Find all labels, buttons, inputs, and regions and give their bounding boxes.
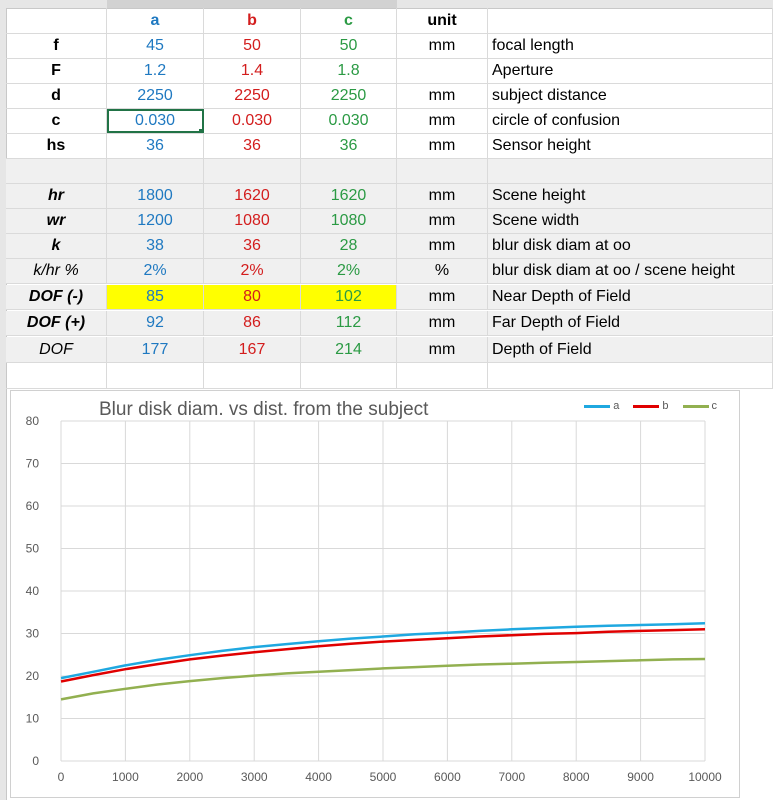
cell-label[interactable]: [6, 159, 107, 183]
cell-c[interactable]: 36: [301, 134, 397, 158]
legend-item-a: [584, 400, 619, 412]
cell-b[interactable]: 167: [204, 337, 301, 362]
empty-cell[interactable]: [204, 362, 301, 388]
cell-label[interactable]: wr: [6, 209, 107, 233]
cell-a[interactable]: [107, 159, 204, 183]
cell-c[interactable]: 0.030: [301, 109, 397, 133]
table-row: [6, 34, 773, 59]
cell-c[interactable]: 214: [301, 337, 397, 362]
cell-c[interactable]: 28: [301, 234, 397, 258]
cell-desc[interactable]: blur disk diam at oo / scene height: [488, 259, 773, 283]
cell-label[interactable]: c: [6, 109, 107, 133]
cell-a[interactable]: 0.030: [107, 109, 204, 133]
legend-swatch-a: [584, 405, 610, 408]
chart-plot-area: [11, 391, 739, 797]
cell-a[interactable]: 2%: [107, 259, 204, 283]
table-row: [6, 337, 773, 363]
table-row: [6, 285, 773, 310]
cell-a[interactable]: 1200: [107, 209, 204, 233]
y-tick-label: 60: [25, 499, 39, 513]
x-tick-label: 4000: [305, 770, 332, 784]
cell-unit[interactable]: mm: [397, 209, 488, 233]
cell-unit[interactable]: [397, 159, 488, 183]
y-tick-label: 0: [32, 754, 39, 768]
cell-b[interactable]: 2250: [204, 84, 301, 108]
empty-cell[interactable]: [6, 362, 107, 388]
cell-desc[interactable]: subject distance: [488, 84, 773, 108]
cell-a[interactable]: 177: [107, 337, 204, 362]
cell-unit[interactable]: mm: [397, 285, 488, 309]
table-row: [6, 184, 773, 209]
cell-unit[interactable]: %: [397, 259, 488, 283]
empty-cell[interactable]: [488, 362, 773, 388]
header-a[interactable]: a: [107, 8, 204, 33]
chart-title: Blur disk diam. vs dist. from the subject: [99, 399, 429, 420]
y-tick-label: 50: [25, 541, 39, 556]
cell-unit[interactable]: mm: [397, 109, 488, 133]
cell-label[interactable]: k/hr %: [6, 259, 107, 283]
header-label-cell[interactable]: [6, 8, 107, 33]
y-tick-label: 40: [25, 584, 39, 598]
cell-c[interactable]: 102: [301, 285, 397, 309]
cell-c[interactable]: 2250: [301, 84, 397, 108]
table-row: [6, 311, 773, 336]
cell-b[interactable]: 1080: [204, 209, 301, 233]
cell-desc[interactable]: focal length: [488, 34, 773, 58]
cell-b[interactable]: 36: [204, 134, 301, 158]
cell-desc[interactable]: circle of confusion: [488, 109, 773, 133]
cell-desc[interactable]: Scene width: [488, 209, 773, 233]
cell-a[interactable]: 1800: [107, 184, 204, 208]
legend-label-b: b: [662, 400, 669, 412]
table-row: [6, 84, 773, 109]
cell-b[interactable]: 2%: [204, 259, 301, 283]
cell-unit[interactable]: mm: [397, 337, 488, 362]
cell-a[interactable]: 38: [107, 234, 204, 258]
cell-b[interactable]: 1.4: [204, 59, 301, 83]
header-c[interactable]: c: [301, 8, 397, 33]
cell-a[interactable]: 92: [107, 311, 204, 335]
empty-cell[interactable]: [397, 362, 488, 388]
header-row: [6, 8, 773, 34]
y-tick-label: 30: [25, 626, 39, 641]
cell-c[interactable]: 2%: [301, 259, 397, 283]
cell-c[interactable]: 112: [301, 311, 397, 335]
cell-a[interactable]: 1.2: [107, 59, 204, 83]
column-header-highlight: [107, 0, 397, 8]
cell-c[interactable]: [301, 159, 397, 183]
cell-a[interactable]: 45: [107, 34, 204, 58]
cell-unit[interactable]: mm: [397, 311, 488, 335]
table-row: [6, 134, 773, 159]
cell-label[interactable]: F: [6, 59, 107, 83]
cell-a[interactable]: 36: [107, 134, 204, 158]
chart-legend: [584, 400, 717, 412]
table-row: [6, 59, 773, 84]
x-tick-label: 3000: [240, 770, 268, 784]
cell-unit[interactable]: mm: [397, 84, 488, 108]
cell-unit[interactable]: mm: [397, 134, 488, 158]
table-row: [6, 259, 773, 284]
cell-label[interactable]: hs: [6, 134, 107, 158]
cell-b[interactable]: [204, 159, 301, 183]
cell-label[interactable]: DOF (+): [6, 311, 107, 335]
header-desc[interactable]: [488, 8, 773, 33]
cell-b[interactable]: 36: [204, 234, 301, 258]
cell-b[interactable]: 0.030: [204, 109, 301, 133]
cell-c[interactable]: 1.8: [301, 59, 397, 83]
empty-cell[interactable]: [301, 362, 397, 388]
legend-item-c: [683, 400, 718, 412]
x-tick-label: 6000: [434, 770, 461, 784]
table-row: [6, 159, 773, 184]
legend-label-c: c: [711, 400, 717, 412]
legend-item-b: [633, 400, 668, 412]
x-tick-label: 9000: [627, 770, 654, 784]
cell-label[interactable]: k: [6, 234, 107, 258]
cell-desc[interactable]: Near Depth of Field: [488, 285, 773, 309]
cell-desc[interactable]: Scene height: [488, 184, 773, 208]
cell-c[interactable]: 50: [301, 34, 397, 58]
empty-cell[interactable]: [107, 362, 204, 388]
header-b[interactable]: b: [204, 8, 301, 33]
empty-row: [6, 362, 773, 389]
cell-label[interactable]: d: [6, 84, 107, 108]
cell-unit[interactable]: mm: [397, 234, 488, 258]
legend-label-a: a: [613, 400, 620, 412]
x-tick-label: 0: [57, 770, 65, 784]
table-row: [6, 109, 773, 134]
cell-desc[interactable]: Depth of Field: [488, 337, 773, 362]
cell-desc[interactable]: Far Depth of Field: [488, 311, 773, 335]
x-tick-label: 1000: [112, 770, 139, 784]
legend-swatch-b: [633, 405, 659, 408]
cell-b[interactable]: 50: [204, 34, 301, 58]
blur-disk-chart[interactable]: [10, 390, 740, 798]
cell-label[interactable]: DOF (-): [6, 285, 107, 309]
x-tick-label: 10000: [688, 770, 722, 784]
cell-unit[interactable]: [397, 59, 488, 83]
cell-b[interactable]: 80: [204, 285, 301, 309]
cell-label[interactable]: DOF: [6, 337, 107, 362]
y-tick-label: 70: [25, 456, 39, 471]
y-tick-label: 10: [25, 711, 39, 726]
cell-a[interactable]: 85: [107, 285, 204, 309]
cell-b[interactable]: 86: [204, 311, 301, 335]
cell-c[interactable]: 1080: [301, 209, 397, 233]
table-row: [6, 234, 773, 259]
cell-desc[interactable]: Sensor height: [488, 134, 773, 158]
cell-b[interactable]: 1620: [204, 184, 301, 208]
cell-a[interactable]: 2250: [107, 84, 204, 108]
x-tick-label: 5000: [369, 770, 397, 784]
cell-desc[interactable]: Aperture: [488, 59, 773, 83]
y-tick-label: 80: [25, 414, 39, 428]
cell-unit[interactable]: mm: [397, 184, 488, 208]
cell-label[interactable]: hr: [6, 184, 107, 208]
cell-unit[interactable]: mm: [397, 34, 488, 58]
y-tick-label: 20: [25, 669, 39, 683]
cell-label[interactable]: f: [6, 34, 107, 58]
legend-swatch-c: [683, 405, 709, 408]
cell-c[interactable]: 1620: [301, 184, 397, 208]
x-tick-label: 7000: [498, 770, 526, 784]
cell-desc[interactable]: [488, 159, 773, 183]
cell-desc[interactable]: blur disk diam at oo: [488, 234, 773, 258]
table-row: [6, 209, 773, 234]
x-tick-label: 2000: [176, 770, 204, 784]
header-unit[interactable]: unit: [397, 8, 488, 33]
x-tick-label: 8000: [562, 770, 590, 784]
